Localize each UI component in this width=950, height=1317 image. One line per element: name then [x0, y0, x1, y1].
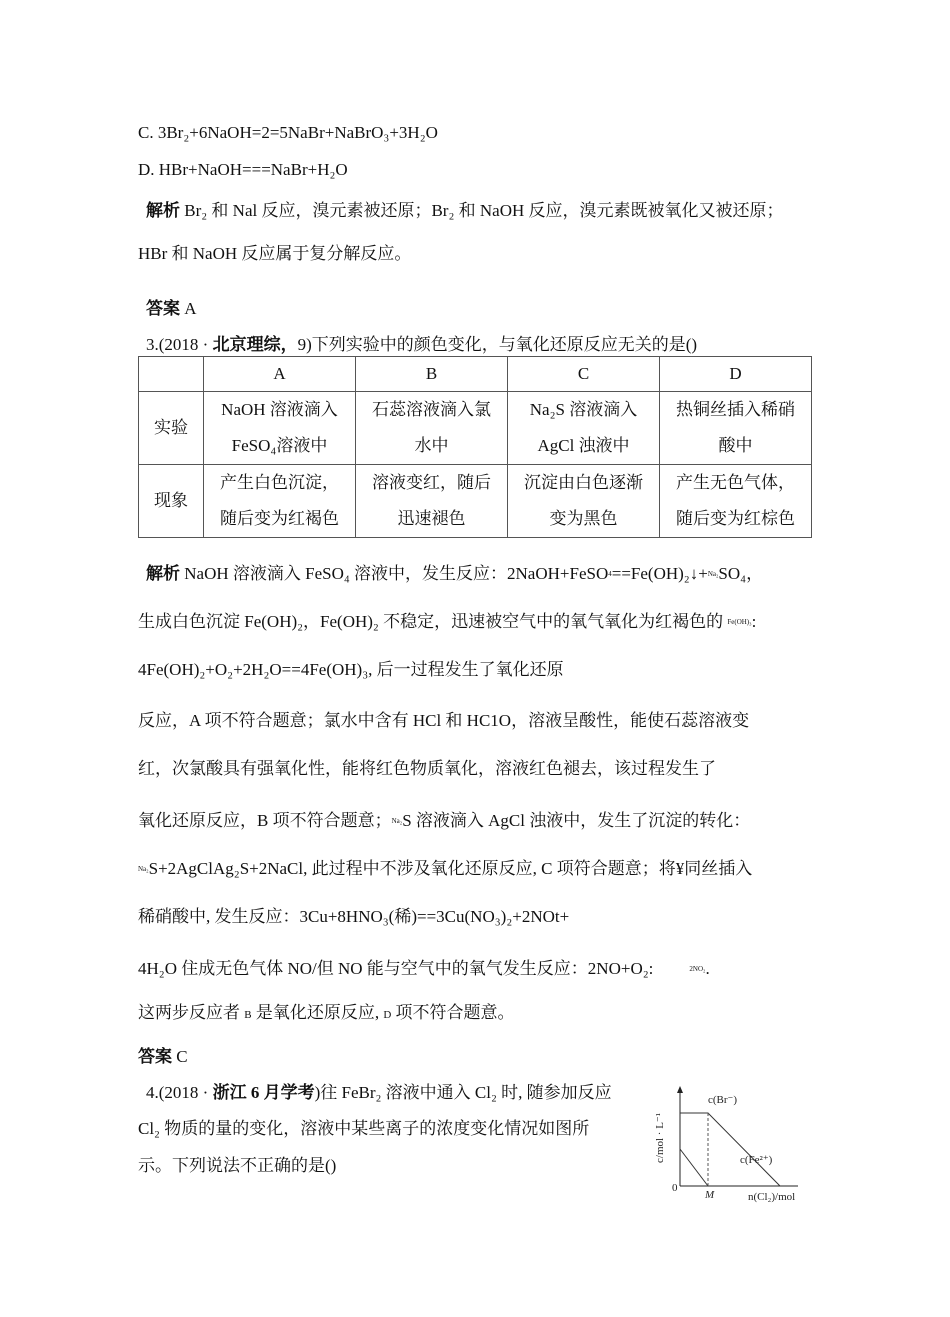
fe-label: c(Fe²⁺) — [740, 1154, 773, 1166]
text: 4 — [608, 570, 612, 578]
cell-experiment-b: 石蕊溶液滴入氯 水中 — [356, 392, 508, 465]
text: Na₂ — [391, 817, 403, 825]
text: Fe(OH)₃ — [727, 618, 752, 626]
q3-analysis-line-2 — [138, 611, 756, 633]
q3-question: 9)下列实验中的颜色变化，与氧化还原反应无关的是() — [297, 335, 698, 354]
concentration-graph — [650, 1085, 810, 1210]
q2-analysis-line-1 — [146, 200, 784, 222]
table-corner — [139, 357, 204, 392]
cell-experiment-a: NaOH 溶液滴入 FeSO₄溶液中 — [204, 392, 356, 465]
answer-value: A — [180, 299, 197, 318]
text: 2NO₂ — [689, 965, 706, 973]
q4-stem-line-2: Cl₂ 物质的量的变化，溶液中某些离子的浓度变化情况如图所 — [138, 1119, 590, 1138]
q3-analysis-line-3: 4Fe(OH)₂+O₂+2H₂O==4Fe(OH)₃, 后一过程发生了氧化还原 — [138, 660, 564, 679]
text: 项不符合题意。 — [391, 1003, 515, 1022]
text: 4H₂O 住成无色气体 NO/但 NO 能与空气中的氧气发生反应：2NO+O₂: — [138, 959, 654, 978]
q4-source: 浙江 6 月学考 — [212, 1083, 315, 1102]
q3-analysis-line-7 — [138, 858, 752, 880]
text: : — [751, 612, 757, 631]
q2-analysis-line-2: HBr 和 NaOH 反应属于复分解反应。 — [138, 244, 412, 263]
text: Na₂ — [707, 570, 719, 578]
analysis-text: Br₂ 和 Nal 反应，溴元素被还原；Br₂ 和 NaOH 反应，溴元素既被氧化又被还原； — [180, 201, 784, 220]
q3-analysis-line-4: 反应，A 项不符合题意；氯水中含有 HCl 和 HC1O，溶液呈酸性，能使石蕊溶液变 — [138, 711, 750, 730]
text: 是氧化还原反应, — [251, 1003, 384, 1022]
header-a: A — [204, 357, 356, 392]
text: 生成白色沉淀 Fe(OH)₂，Fe(OH)₂ 不稳定，迅速被空气中的氧气氧化为红褐色的 — [138, 612, 728, 631]
cell-phenomenon-a: 产生白色沉淀， 随后变为红褐色 — [204, 465, 356, 538]
header-c: C — [508, 357, 660, 392]
option-c: C. 3Br₂+6NaOH=2=5NaBr+NaBrO₃+3H₂O — [138, 123, 438, 142]
q3-analysis-line-1 — [146, 563, 763, 585]
q3-analysis-line-8: 稀硝酸中, 发生反应：3Cu+8HNO₃(稀)==3Cu(NO₃)₂+2NOt+ — [138, 907, 570, 926]
br-label: c(Br⁻) — [708, 1094, 738, 1106]
row-label-experiment: 实验 — [139, 392, 204, 465]
text: )往 FeBr₂ 溶液中通入 Cl₂ 时, 随参加反应 — [314, 1083, 612, 1102]
cell-phenomenon-d: 产生无色气体， 随后变为红棕色 — [660, 465, 812, 538]
text: NaOH 溶液滴入 FeSO₄ 溶液中，发生反应：2NaOH+FeSO — [180, 564, 609, 583]
text: B — [244, 1009, 252, 1021]
q3-source: 北京理综， — [212, 335, 298, 354]
q3-prefix: 3.(2018 · — [146, 335, 213, 354]
text: Na₂ — [138, 865, 149, 873]
text: SO₄， — [718, 564, 764, 583]
m-label: M — [705, 1189, 715, 1201]
text: 氧化还原反应，B 项不符合题意； — [138, 811, 392, 830]
text: ==Fe(OH)₂↓+ — [611, 564, 708, 583]
q3-stem — [146, 334, 697, 356]
analysis-label: 解析 — [146, 201, 180, 220]
text: S+2AgClAg₂S+2NaCl, 此过程中不涉及氧化还原反应, C 项符合题意；将¥同丝插入 — [148, 859, 753, 878]
answer-label: 答案 — [138, 1047, 172, 1066]
table-row-phenomenon — [139, 465, 812, 538]
q3-analysis-line-6 — [138, 810, 750, 832]
cell-experiment-c: Na₂S 溶液滴入 AgCl 浊液中 — [508, 392, 660, 465]
experiment-table — [138, 356, 812, 538]
q2-answer — [146, 298, 197, 320]
table-row-experiment — [139, 392, 812, 465]
cell-phenomenon-c: 沉淀由白色逐渐 变为黑色 — [508, 465, 660, 538]
analysis-label: 解析 — [146, 564, 180, 583]
header-d: D — [660, 357, 812, 392]
q4-stem-line-1 — [146, 1082, 612, 1104]
text: 4.(2018 · — [146, 1083, 213, 1102]
br-curve — [680, 1113, 780, 1186]
x-axis-label: n(Cl₂)/mol — [748, 1191, 796, 1203]
q3-analysis-line-10 — [138, 1002, 515, 1026]
y-axis-label: c/mol · L⁻¹ — [654, 1112, 666, 1163]
text: D — [383, 1009, 392, 1021]
q3-analysis-line-5: 红，次氯酸具有强氧化性，能将红色物质氧化，溶液红色褪去，该过程发生了 — [138, 759, 716, 778]
q3-answer — [138, 1046, 188, 1068]
row-label-phenomenon: 现象 — [139, 465, 204, 538]
cell-experiment-d: 热铜丝插入稀硝 酸中 — [660, 392, 812, 465]
text: S 溶液滴入 AgCl 浊液中，发生了沉淀的转化： — [402, 811, 751, 830]
text: 这两步反应者 — [138, 1003, 245, 1022]
y-axis-arrow — [677, 1086, 683, 1093]
answer-label: 答案 — [146, 299, 180, 318]
q3-analysis-line-9 — [138, 958, 710, 980]
text: . — [705, 959, 710, 978]
cell-phenomenon-b: 溶液变红，随后 迅速褪色 — [356, 465, 508, 538]
option-d: D. HBr+NaOH===NaBr+H₂O — [138, 160, 348, 179]
fe-curve — [680, 1149, 708, 1186]
header-b: B — [356, 357, 508, 392]
answer-value: C — [172, 1047, 188, 1066]
table-header-row — [139, 357, 812, 392]
origin-label: 0 — [672, 1182, 678, 1194]
q4-stem-line-3: 示。下列说法不正确的是() — [138, 1156, 337, 1175]
